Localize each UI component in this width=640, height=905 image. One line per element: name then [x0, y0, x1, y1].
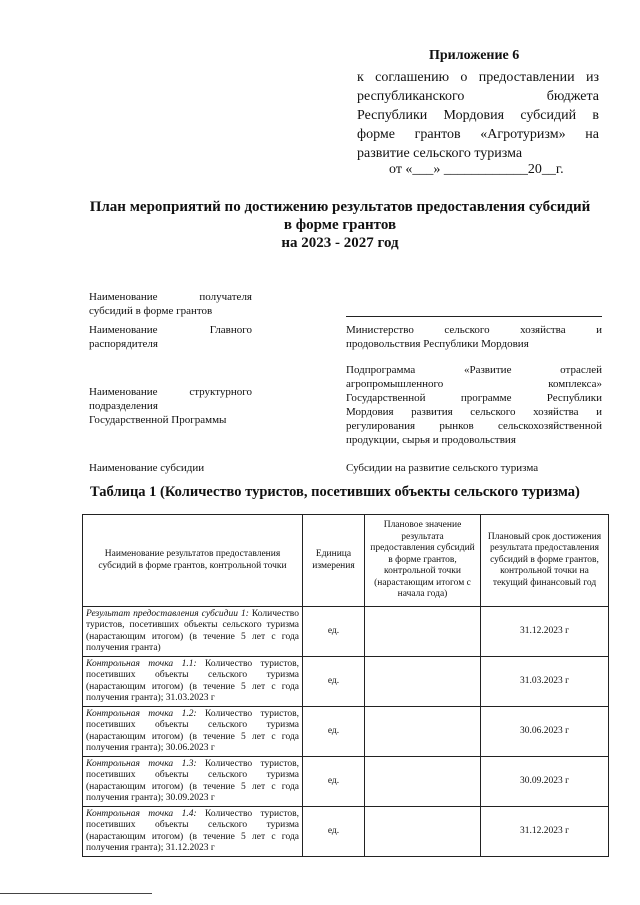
- appendix-title: Приложение 6: [429, 48, 520, 63]
- result-prefix: Контрольная точка 1.3:: [86, 758, 197, 769]
- manager-label: распорядителя: [89, 338, 158, 350]
- result-text: Количество туристов, посетивших объекты сельского туризма (нарастающим итогом) (в течение 5 лет с года получения гранта); 30.06.2023 г: [86, 708, 299, 753]
- appendix-line: Республики Мордовия субсидий в: [357, 108, 599, 123]
- unit-label: Государственной Программы: [89, 414, 227, 426]
- document-title-period: на 2023 - 2027 год: [281, 235, 399, 251]
- manager-value: продовольствия Республики Мордовия: [346, 338, 529, 350]
- plan-date-cell: 31.12.2023 г: [481, 607, 609, 657]
- recipient-label: Наименование получателя: [89, 291, 252, 303]
- unit-value: регулирования рынков сельскохозяйственной: [346, 420, 602, 432]
- header-plan-value: Плановое значение результата предоставления субсидий в форме грантов, контрольной точки (нарастающим итогом с начала года): [365, 515, 481, 607]
- appendix-date-line: от «___» ____________20__г.: [389, 162, 564, 177]
- plan-value-cell: [365, 807, 481, 857]
- unit-value: Государственной программе Республики: [346, 392, 602, 404]
- plan-date-cell: 31.12.2023 г: [481, 807, 609, 857]
- result-prefix: Контрольная точка 1.2:: [86, 708, 197, 719]
- unit-label: Наименование структурного: [89, 386, 252, 398]
- plan-date-cell: 31.03.2023 г: [481, 657, 609, 707]
- table-title: Таблица 1 (Количество туристов, посетивших объекты сельского туризма): [90, 484, 580, 500]
- unit-cell: ед.: [303, 807, 365, 857]
- result-name-cell: [83, 607, 303, 657]
- plan-value-cell: [365, 607, 481, 657]
- recipient-value-field: [346, 302, 602, 317]
- document-title: в форме грантов: [283, 217, 397, 233]
- unit-value: Мордовия развития сельского хозяйства и: [346, 406, 602, 418]
- unit-cell: ед.: [303, 607, 365, 657]
- result-prefix: Контрольная точка 1.1:: [86, 658, 197, 669]
- unit-value: Подпрограмма «Развитие отраслей: [346, 364, 602, 376]
- header-unit: Единица измерения: [303, 515, 365, 607]
- table-row: [83, 657, 609, 707]
- plan-date-cell: 30.09.2023 г: [481, 757, 609, 807]
- table-row: [83, 757, 609, 807]
- document-title: План мероприятий по достижению результатов предоставления субсидий: [89, 199, 591, 215]
- recipient-label: субсидий в форме грантов: [89, 305, 213, 317]
- appendix-line: к соглашению о предоставлении из: [357, 70, 599, 85]
- manager-value: Министерство сельского хозяйства и: [346, 324, 602, 336]
- table-row: [83, 707, 609, 757]
- footnote-divider: [0, 893, 152, 894]
- result-name-cell: [83, 757, 303, 807]
- unit-label: подразделения: [89, 400, 158, 412]
- appendix-line: форме грантов «Агротуризм» на: [357, 127, 599, 142]
- result-name-cell: [83, 707, 303, 757]
- results-table: [82, 514, 609, 857]
- result-text: Количество туристов, посетивших объекты сельского туризма (нарастающим итогом) (в течение 5 лет с года получения гранта): [86, 608, 299, 653]
- result-name-cell: [83, 807, 303, 857]
- unit-value: продукции, сырья и продовольствия: [346, 434, 516, 446]
- result-prefix: Контрольная точка 1.4:: [86, 808, 197, 819]
- result-prefix: Результат предоставления субсидии 1:: [86, 608, 249, 619]
- header-result-name: Наименование результатов предоставления субсидий в форме грантов, контрольной точки: [83, 515, 303, 607]
- unit-cell: ед.: [303, 707, 365, 757]
- result-text: Количество туристов, посетивших объекты сельского туризма (нарастающим итогом) (в течение 5 лет с года получения гранта); 30.09.2023 г: [86, 758, 299, 803]
- result-text: Количество туристов, посетивших объекты сельского туризма (нарастающим итогом) (в течение 5 лет с года получения гранта); 31.12.2023 г: [86, 808, 299, 853]
- appendix-line: республиканского бюджета: [357, 89, 599, 104]
- subsidy-value: Субсидии на развитие сельского туризма: [346, 462, 539, 474]
- plan-value-cell: [365, 657, 481, 707]
- table-row: [83, 607, 609, 657]
- result-text: Количество туристов, посетивших объекты сельского туризма (нарастающим итогом) (в течение 5 лет с года получения гранта); 31.03.2023 г: [86, 658, 299, 703]
- appendix-line: развитие сельского туризма: [357, 146, 523, 161]
- plan-value-cell: [365, 757, 481, 807]
- unit-cell: ед.: [303, 757, 365, 807]
- subsidy-label: Наименование субсидии: [89, 462, 205, 474]
- unit-cell: ед.: [303, 657, 365, 707]
- table-row: [83, 807, 609, 857]
- plan-date-cell: 30.06.2023 г: [481, 707, 609, 757]
- result-name-cell: [83, 657, 303, 707]
- plan-value-cell: [365, 707, 481, 757]
- unit-value: агропромышленного комплекса»: [346, 378, 602, 390]
- manager-label: Наименование Главного: [89, 324, 252, 336]
- header-plan-date: Плановый срок достижения результата предоставления субсидий в форме грантов, контрольной точки на текущий финансовый год: [481, 515, 609, 607]
